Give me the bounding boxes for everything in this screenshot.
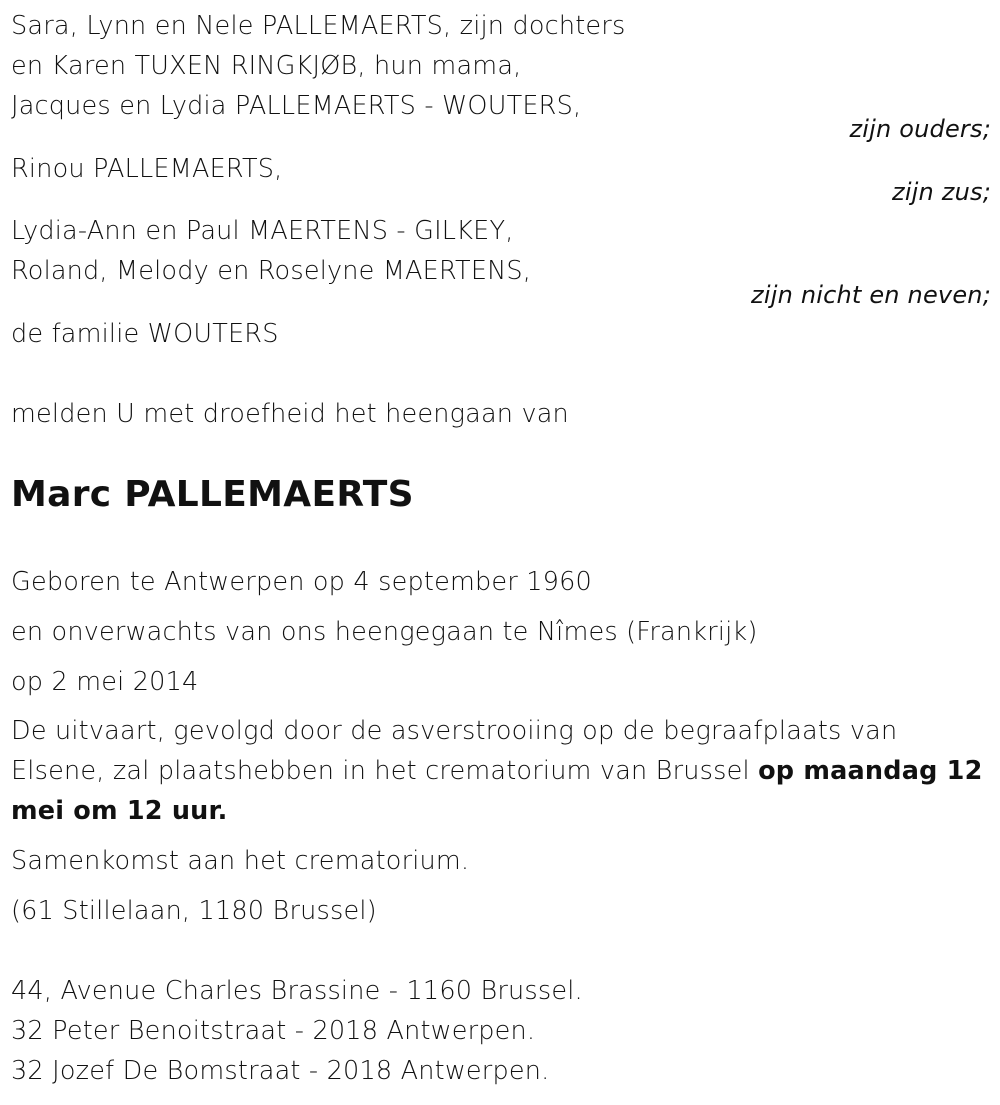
role-parents: zijn ouders; <box>849 115 991 143</box>
gathering-line: Samenkomst aan het crematorium. <box>11 846 470 876</box>
funeral-paragraph <box>11 711 991 831</box>
birth-line: Geboren te Antwerpen op 4 september 1960 <box>11 567 592 597</box>
family-line-sister: Rinou PALLEMAERTS, <box>11 154 283 184</box>
announcement: melden U met droefheid het heengaan van <box>11 399 569 429</box>
address-line: 32 Jozef De Bomstraat - 2018 Antwerpen. <box>11 1056 550 1086</box>
family-line-cousins-1: Lydia-Ann en Paul MAERTENS - GILKEY, <box>11 216 514 246</box>
address-line: 32 Peter Benoitstraat - 2018 Antwerpen. <box>11 1016 536 1046</box>
passing-line: en onverwachts van ons heengegaan te Nîmes (Frankrijk) <box>11 617 758 647</box>
address-line: 44, Avenue Charles Brassine - 1160 Brussel. <box>11 976 583 1006</box>
passing-date: op 2 mei 2014 <box>11 667 199 697</box>
family-line-parents: Jacques en Lydia PALLEMAERTS - WOUTERS, <box>11 91 582 121</box>
role-sister: zijn zus; <box>892 178 991 206</box>
funeral-text: De uitvaart, gevolgd door de asverstrooiing op de begraafplaats van Elsene, zal plaatshebben in het crematorium van Brussel <box>11 716 898 786</box>
funeral-date-time: op maandag 12 mei om 12 uur. <box>11 756 983 826</box>
deceased-name: Marc PALLEMAERTS <box>11 474 414 515</box>
obituary-document <box>11 0 991 1105</box>
family-line-daughters: Sara, Lynn en Nele PALLEMAERTS, zijn dochters <box>11 11 626 41</box>
crematorium-address: (61 Stillelaan, 1180 Brussel) <box>11 896 377 926</box>
family-line-mother: en Karen TUXEN RINGKJØB, hun mama, <box>11 51 522 81</box>
family-line-wouters: de familie WOUTERS <box>11 319 279 349</box>
family-line-cousins-2: Roland, Melody en Roselyne MAERTENS, <box>11 256 532 286</box>
role-cousins: zijn nicht en neven; <box>751 281 991 309</box>
